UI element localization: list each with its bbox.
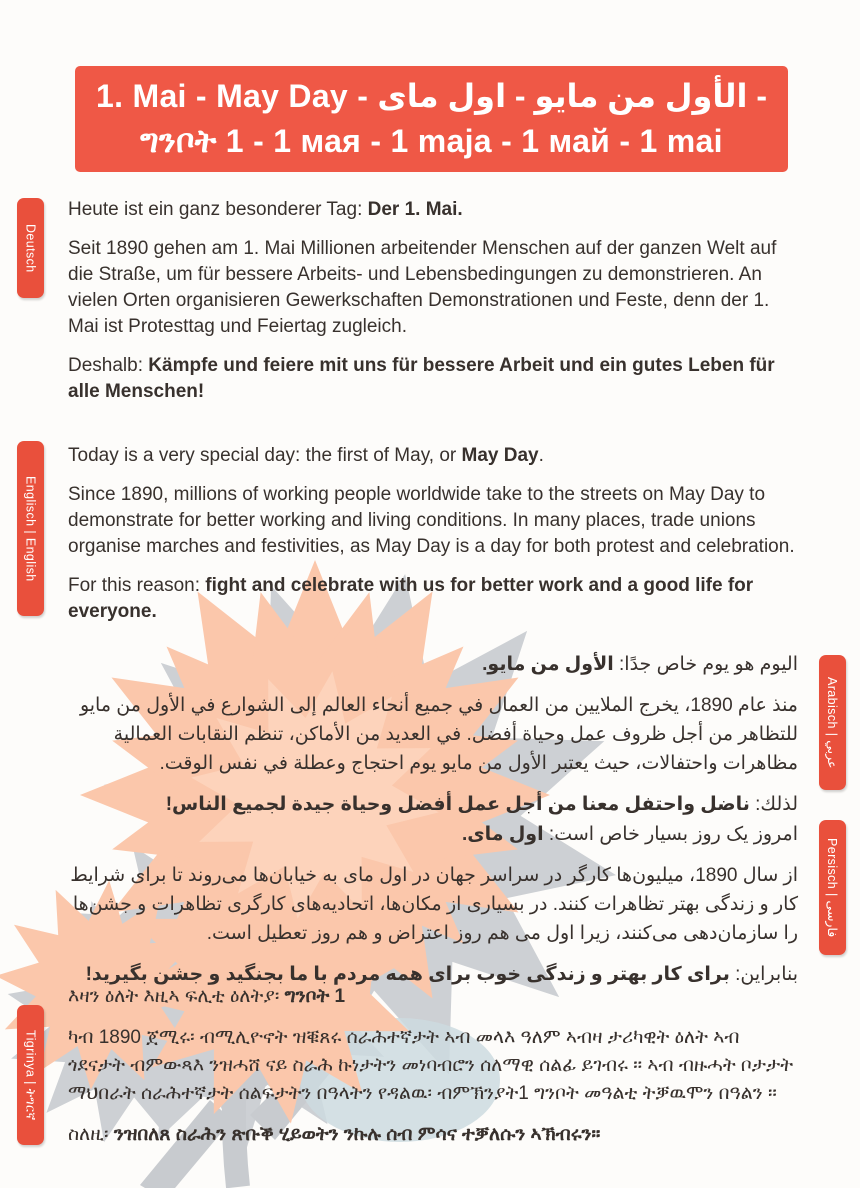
section-german xyxy=(68,197,798,418)
german-heading-bold: Der 1. Mai. xyxy=(367,199,463,220)
persian-body: از سال 1890، میلیون‌ها کارگر در سراسر جهان در اول مای به خیابان‌ها می‌روند تا برای شرایط کار و زندگی بهتر تظاهرات کنند. در بسیاری از مکان‌ها، اتحادیه‌های کارگری تظاهرات و جشن‌ها را سازمان‌دهی می‌کنند، زیرا اول می هم روز اعتراض و هم روز تعطیل است. xyxy=(70,865,798,944)
language-tab-tigrinya: Tigrinya | ትግርኛ xyxy=(17,1005,44,1145)
german-conclusion xyxy=(68,353,798,405)
language-tab-german: Deutsch xyxy=(17,198,44,298)
language-tab-english: Englisch | English xyxy=(17,441,44,616)
arabic-conclusion-text: لذلك: xyxy=(749,794,798,815)
section-english xyxy=(68,443,798,638)
title-banner xyxy=(75,66,788,172)
tigrinya-conclusion-text: ስለዚ፡ xyxy=(68,1124,114,1145)
english-heading xyxy=(68,443,798,469)
tigrinya-heading-bold: ግንቦት 1 xyxy=(284,986,346,1007)
persian-conclusion-bold: برای کار بهتر و زندگی خوب برای همه مردم با ما بجنگید و جشن بگیرید! xyxy=(85,964,730,985)
german-heading xyxy=(68,197,798,223)
german-body: Seit 1890 gehen am 1. Mai Millionen arbeitender Menschen auf der ganzen Welt auf die Straße, um für bessere Arbeits- und Lebensbedingungen zu demonstrieren. An vielen Orten organisieren Gewerkschaften Demonstrationen und Feste, denn der 1. Mai ist Protesttag und Feiertag zugleich. xyxy=(68,238,777,337)
english-conclusion-text: For this reason: xyxy=(68,575,206,596)
language-tab-persian: Persisch | فارسی xyxy=(819,820,846,955)
section-arabic xyxy=(68,650,798,831)
persian-conclusion-text: بنابراین: xyxy=(729,964,798,985)
arabic-body: منذ عام 1890، يخرج الملايين من العمال في جميع أنحاء العالم إلى الشوارع في الأول من مايو للتظاهر من أجل ظروف عمل وحياة أفضل. في العديد من الأماكن، تنظم النقابات العمالية مظاهرات واحتفالات، حيث يعتبر الأول من مايو يوم احتجاج وعطلة في نفس الوقت. xyxy=(79,695,798,774)
persian-heading-bold: اول مای. xyxy=(461,824,544,845)
persian-heading-text: امروز یک روز بسیار خاص است: xyxy=(543,824,798,845)
arabic-heading xyxy=(68,650,798,679)
german-heading-text: Heute ist ein ganz besonderer Tag: xyxy=(68,199,368,220)
tigrinya-conclusion-bold: ንዝበለጸ ስራሕን ጽቡቕ ሂይወትን ንኩሉ ሰብ ምሳና ተቓለሱን ኣኽብሩን። xyxy=(113,1124,601,1145)
arabic-conclusion-bold: ناضل واحتفل معنا من أجل عمل أفضل وحياة جيدة لجميع الناس! xyxy=(165,794,750,815)
english-heading-bold: May Day xyxy=(461,445,539,466)
tigrinya-heading xyxy=(68,983,798,1011)
german-conclusion-bold: Kämpfe und feiere mit uns für bessere Arbeit und ein gutes Leben für alle Menschen! xyxy=(68,355,775,402)
english-conclusion xyxy=(68,573,798,625)
section-persian xyxy=(68,820,798,1001)
english-heading-post: . xyxy=(538,445,544,466)
arabic-conclusion xyxy=(68,790,798,819)
english-heading-text: Today is a very special day: the first of May, or xyxy=(68,445,462,466)
arabic-heading-text: اليوم هو يوم خاص جدًا: xyxy=(613,654,798,675)
english-body: Since 1890, millions of working people worldwide take to the streets on May Day to demonstrate for better working and living conditions. In many places, trade unions organise marches and festivities, as May Day is a day for both protest and celebration. xyxy=(68,484,795,557)
title-line-1: 1. Mai - May Day - الأول من مايو - اول مای - xyxy=(96,78,767,114)
arabic-heading-bold: الأول من مايو. xyxy=(482,654,614,675)
tigrinya-heading-text: እዛን ዕለት እዚኣ ፍሊቲ ዕለትያ፡ xyxy=(68,986,285,1007)
english-conclusion-bold: fight and celebrate with us for better work and a good life for everyone. xyxy=(68,575,754,622)
german-conclusion-text: Deshalb: xyxy=(68,355,149,376)
tigrinya-conclusion xyxy=(68,1121,798,1149)
tigrinya-body: ካብ 1890 ጀሚሩ፡ ብሚሊዮኖት ዝቑጸሩ ሰራሕተኛታት ኣብ መላእ ዓለም ኣብዛ ታሪካዊት ዕለት ኣብ ጎደናታት ብምውጻእ ንዝሓሸ ናይ ስራሕ ኩነታትን መነባብሮን ሰለማዊ ሰልፊ ይገብሩ ። ኣብ ብዙሓት ቦታታት ማህበራት ሰራሕተኛታት ሰልፍታትን በዓላትን የዳልዉ፡ ብምኽንያት1 ግንቦት መዓልቲ ትቓዉሞን በዓልን ። xyxy=(68,1027,794,1104)
section-tigrinya xyxy=(68,983,798,1162)
title-line-2: ግንቦት 1 - 1 мая - 1 maja - 1 май - 1 mai xyxy=(140,123,723,159)
language-tab-arabic: Arabisch | عربي xyxy=(819,655,846,790)
persian-heading xyxy=(68,820,798,849)
